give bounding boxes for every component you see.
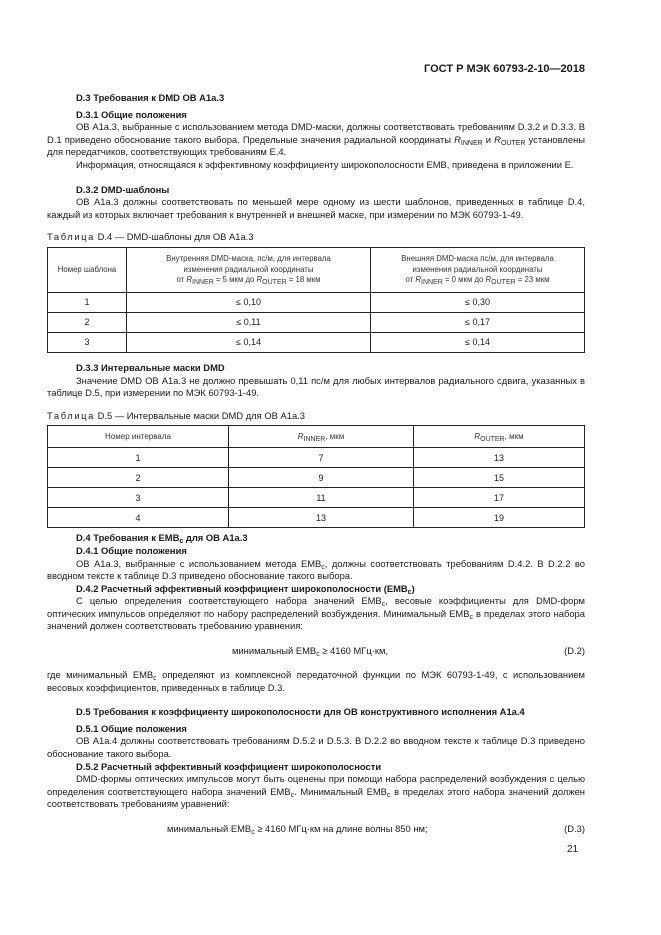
table-cell: 17 xyxy=(414,488,585,508)
formula-d2 xyxy=(47,645,585,669)
section-heading: D.4 Требования к $EMB_c$ для ОВ А1а.3 xyxy=(76,532,248,546)
table-cell: 2 xyxy=(48,312,127,332)
table-cell: 2 xyxy=(48,468,229,488)
subsection-heading: D.3.2 DMD-шаблоны xyxy=(76,183,170,195)
table-cell: 1 xyxy=(48,292,127,312)
table-header-cell: $R_{INNER}$, мкм xyxy=(229,426,414,448)
table-cell: 19 xyxy=(414,508,585,528)
table-row xyxy=(48,488,585,508)
table-row xyxy=(48,332,585,352)
table-cell: 3 xyxy=(48,488,229,508)
table-d4 xyxy=(47,247,585,353)
table-cell: 3 xyxy=(48,332,127,352)
formula-expression: минимальный $EMB_c \ge 4160$ МГц·км, xyxy=(232,645,389,659)
formula-number: (D.2) xyxy=(564,645,585,657)
table-caption: Таблица D.4 — DMD-шаблоны для ОВ А1а.3 xyxy=(47,231,254,243)
subsection-heading: D.3.3 Интервальные маски DMD xyxy=(76,361,225,373)
subsection-heading: D.4.2 Расчетный эффективный коэффициент широкополосности $(EMB_c)$ xyxy=(76,582,415,596)
standard-designation: ГОСТ Р МЭК 60793-2-10—2018 xyxy=(424,63,585,75)
paragraph: Информация, относящаяся к эффективному коэффициенту широкополосности EMB, приведена в приложении Е. xyxy=(76,158,574,170)
table-cell: ≤ 0,17 xyxy=(371,312,585,332)
table-row xyxy=(48,312,585,332)
table-cell: 15 xyxy=(414,468,585,488)
table-cell: 11 xyxy=(229,488,414,508)
paragraph: ОВ А1а.4 должны соответствовать требованиям D.5.2 и D.5.3. В D.2.2 во вводном тексте к таблице D.3 приведено обоснование такого выбора. xyxy=(47,735,585,760)
paragraph: ОВ А1а.3, выбранные с использованием метода $EMB_c$, должны соответствовать требованиям D.4.2. В D.2.2 во вводном тексте к таблице D.3 приведено обоснование такого выбора. xyxy=(47,557,585,582)
paragraph: где минимальный $EMB_c$ определяют из комплексной передаточной функции по МЭК 60793-1-49, с использованием весовых коэффициентов, приведенных в таблице D.3. xyxy=(47,669,585,693)
table-cell: 1 xyxy=(48,448,229,468)
table-header-cell: Номер интервала xyxy=(48,426,229,448)
table-cell: 7 xyxy=(229,448,414,468)
table-cell: ≤ 0,10 xyxy=(127,292,371,312)
paragraph: ОВ А1а.3, выбранные с использованием метода DMD-маски, должны соответствовать требованиям D.3.2 и D.3.3. В D.1 приведено обоснование такого выбора. Предельные значения радиальной координаты $R_{INNER}$ и $R_{OUTER}$ установлены для передатчиков, соответствующих требованиям Е.4. xyxy=(47,121,585,158)
table-cell: 13 xyxy=(229,508,414,528)
table-cell: 9 xyxy=(229,468,414,488)
table-cell: 13 xyxy=(414,448,585,468)
formula-expression: минимальный $EMB_c \ge 4160$ МГц·км на длине волны 850 нм; xyxy=(167,823,428,836)
table-header-cell: Номер шаблона xyxy=(48,247,127,292)
page-content xyxy=(47,92,585,847)
table-row xyxy=(48,508,585,528)
table-caption: Таблица D.5 — Интервальные маски DMD для ОВ А1а.3 xyxy=(47,409,305,421)
subsection-heading: D.3.1 Общие положения xyxy=(76,108,187,120)
section-heading: D.3 Требования к DMD ОВ А1а.3 xyxy=(76,92,225,103)
table-header-cell: Внутренняя DMD-маска, пс/м, для интервала изменения радиальной координаты от $R_{INNER} = 5$ мкм до $R_{OUTER} = 18$ мкм xyxy=(127,247,371,292)
paragraph: ОВ А1а.3 должны соответствовать по меньшей мере одному из шести шаблонов, приведенных в таблице D.4, каждый из которых включает требования к внутренней и внешней маске, при измерении по МЭК 60793-1-49. xyxy=(47,196,585,220)
subsection-heading: D.5.2 Расчетный эффективный коэффициент широкополосности xyxy=(76,760,382,772)
table-header-cell: Внешняя DMD-маска пс/м, для интервала изменения радиальной координаты от $R_{INNER} = 0$ мкм до $R_{OUTER} = 23$ мкм xyxy=(371,247,585,292)
formula-number: (D.3) xyxy=(564,823,585,834)
table-cell: ≤ 0,11 xyxy=(127,312,371,332)
table-cell: ≤ 0,30 xyxy=(371,292,585,312)
table-d5 xyxy=(47,425,585,528)
paragraph: DMD-формы оптических импульсов могут быть оценены при помощи набора распределений возбуждения с целью определения соответствующего набора значений $EMB_c$. Минимальный $EMB_c$ в пределах этого набора значений должен соответствовать требованиям уравнений: xyxy=(47,773,585,810)
table-header-cell: $R_{OUTER}$, мкм xyxy=(414,426,585,448)
subsection-heading: D.5.1 Общие положения xyxy=(76,722,187,734)
table-row xyxy=(48,448,585,468)
page-number: 21 xyxy=(567,844,579,855)
table-cell: ≤ 0,14 xyxy=(371,332,585,352)
subsection-heading: D.4.1 Общие положения xyxy=(76,544,187,556)
paragraph: Значение DMD ОВ А1а.3 не должно превышать 0,11 пс/м для любых интервалов радиального сдвига, указанных в таблице D.5, при измерении по МЭК 60793-1-49. xyxy=(47,374,585,399)
table-cell: ≤ 0,14 xyxy=(127,332,371,352)
formula-d3 xyxy=(47,823,585,847)
table-cell: 4 xyxy=(48,508,229,528)
table-row xyxy=(48,292,585,312)
paragraph: С целью определения соответствующего набора значений $EMB_c$, весовые коэффициенты для DMD-форм оптических импульсов определяют по набору распределений возбуждения. Минимальный $EMB_c$ в пределах этого набора значений должен соответствовать требованию уравнения: xyxy=(47,595,585,632)
table-row xyxy=(48,468,585,488)
section-heading: D.5 Требования к коэффициенту широкополосности для ОВ конструктивного исполнения А1а.4 xyxy=(76,706,525,718)
